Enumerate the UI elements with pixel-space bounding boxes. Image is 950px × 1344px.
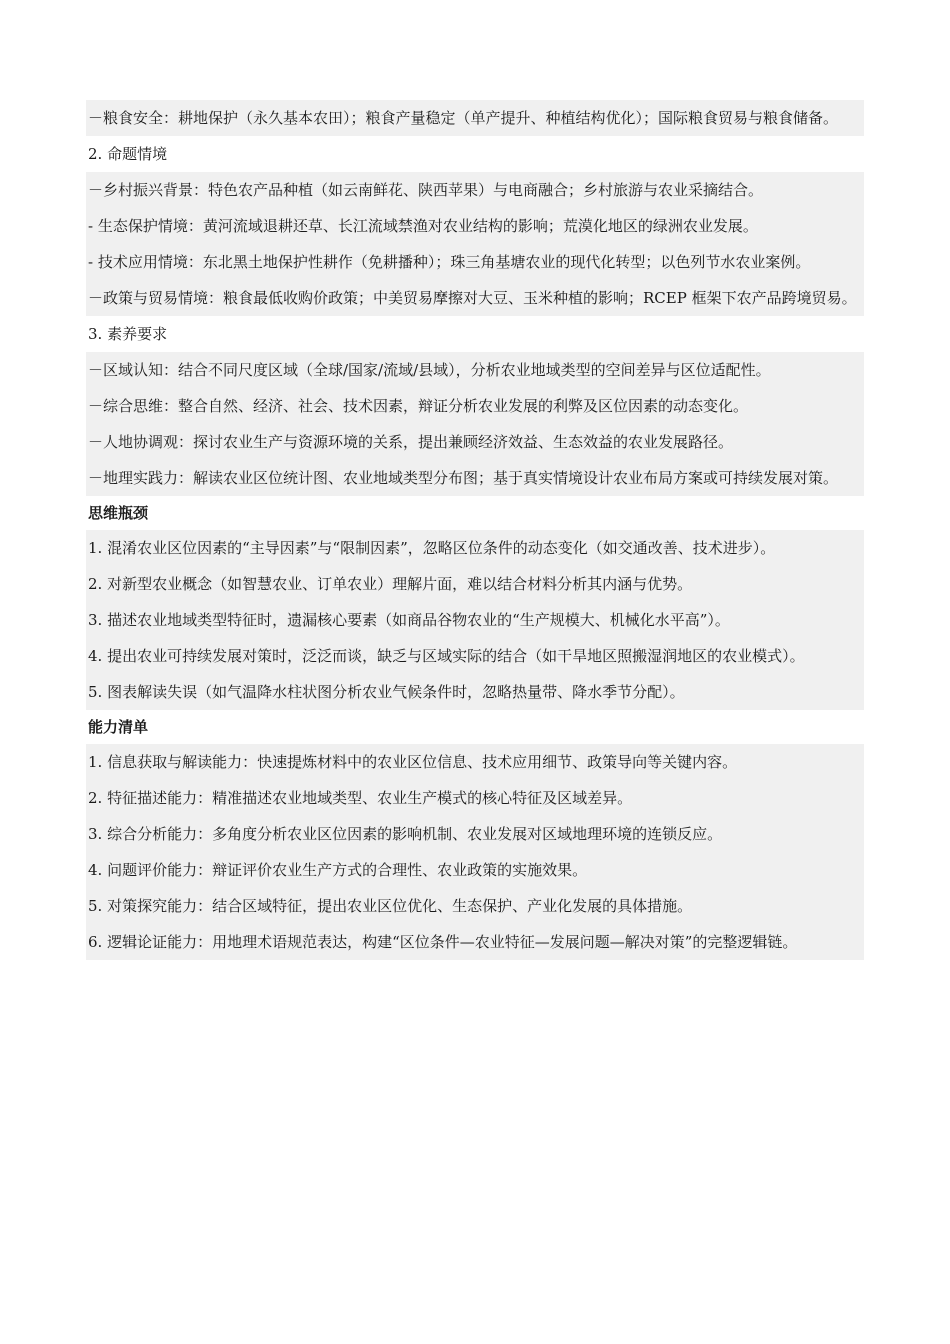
paragraph-human-land: －人地协调观：探讨农业生产与资源环境的关系，提出兼顾经济效益、生态效益的农业发展路径。 [86, 424, 864, 460]
paragraph-rural-revitalization: －乡村振兴背景：特色农产品种植（如云南鲜花、陕西苹果）与电商融合；乡村旅游与农业采摘结合。 [86, 172, 864, 208]
paragraph-comprehensive-thinking: －综合思维：整合自然、经济、社会、技术因素，辩证分析农业发展的利弊及区位因素的动态变化。 [86, 388, 864, 424]
paragraph-policy-trade: －政策与贸易情境：粮食最低收购价政策；中美贸易摩擦对大豆、玉米种植的影响；RCEP 框架下农产品跨境贸易。 [86, 280, 864, 316]
list-item: 3. 描述农业地域类型特征时，遗漏核心要素（如商品谷物农业的“生产规模大、机械化水平高”）。 [86, 602, 864, 638]
paragraph-technology-application: - 技术应用情境：东北黑土地保护性耕作（免耕播种）；珠三角基塘农业的现代化转型；以色列节水农业案例。 [86, 244, 864, 280]
list-item: 2. 特征描述能力：精准描述农业地域类型、农业生产模式的核心特征及区域差异。 [86, 780, 864, 816]
subheading-literacy: 3. 素养要求 [86, 316, 864, 352]
subheading-scenarios: 2. 命题情境 [86, 136, 864, 172]
document-page [86, 100, 864, 960]
section-title-ability-list: 能力清单 [86, 710, 864, 744]
paragraph-food-security: －粮食安全：耕地保护（永久基本农田）；粮食产量稳定（单产提升、种植结构优化）；国际粮食贸易与粮食储备。 [86, 100, 864, 136]
section-title-thinking-bottleneck: 思维瓶颈 [86, 496, 864, 530]
list-item: 4. 提出农业可持续发展对策时，泛泛而谈，缺乏与区域实际的结合（如干旱地区照搬湿润地区的农业模式）。 [86, 638, 864, 674]
list-item: 4. 问题评价能力：辩证评价农业生产方式的合理性、农业政策的实施效果。 [86, 852, 864, 888]
list-item: 6. 逻辑论证能力：用地理术语规范表达，构建“区位条件—农业特征—发展问题—解决对策”的完整逻辑链。 [86, 924, 864, 960]
list-item: 1. 信息获取与解读能力：快速提炼材料中的农业区位信息、技术应用细节、政策导向等关键内容。 [86, 744, 864, 780]
list-item: 3. 综合分析能力：多角度分析农业区位因素的影响机制、农业发展对区域地理环境的连锁反应。 [86, 816, 864, 852]
list-item: 1. 混淆农业区位因素的“主导因素”与“限制因素”，忽略区位条件的动态变化（如交通改善、技术进步）。 [86, 530, 864, 566]
paragraph-geo-practice: －地理实践力：解读农业区位统计图、农业地域类型分布图；基于真实情境设计农业布局方案或可持续发展对策。 [86, 460, 864, 496]
paragraph-ecological-protection: - 生态保护情境：黄河流域退耕还草、长江流域禁渔对农业结构的影响；荒漠化地区的绿洲农业发展。 [86, 208, 864, 244]
paragraph-regional-cognition: －区域认知：结合不同尺度区域（全球/国家/流域/县域），分析农业地域类型的空间差异与区位适配性。 [86, 352, 864, 388]
list-item: 5. 图表解读失误（如气温降水柱状图分析农业气候条件时，忽略热量带、降水季节分配）。 [86, 674, 864, 710]
list-item: 2. 对新型农业概念（如智慧农业、订单农业）理解片面，难以结合材料分析其内涵与优势。 [86, 566, 864, 602]
list-item: 5. 对策探究能力：结合区域特征，提出农业区位优化、生态保护、产业化发展的具体措施。 [86, 888, 864, 924]
